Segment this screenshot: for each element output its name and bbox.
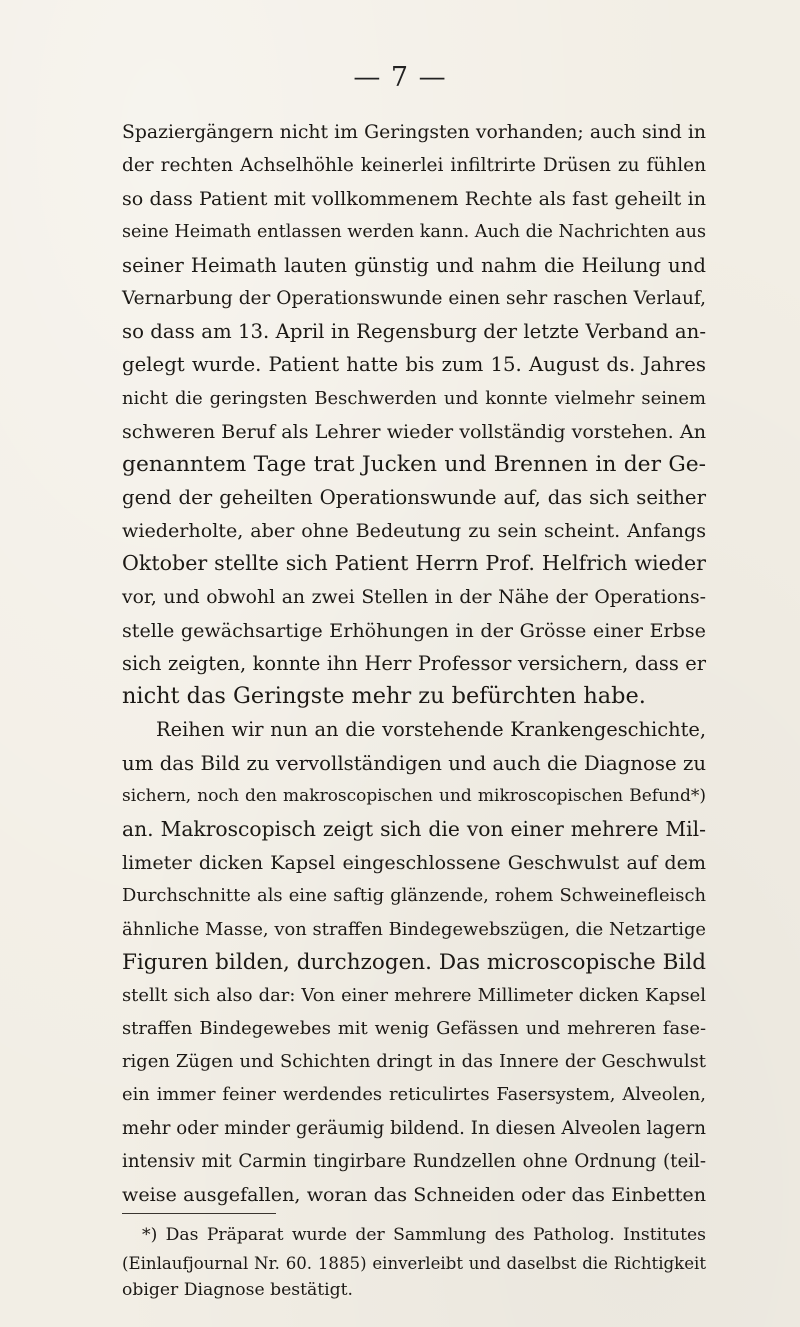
text-line: Figuren bilden, durchzogen. Das microscopische Bild: [122, 949, 706, 975]
text-line: Spaziergängern nicht im Geringsten vorhanden; auch sind in: [122, 122, 706, 143]
text-line: schweren Beruf als Lehrer wieder vollständig vorstehen. An: [122, 419, 706, 443]
text-line: intensiv mit Carmin tingirbare Rundzellen ohne Ordnung (teil-: [122, 1150, 706, 1172]
text-line: stelle gewächsartige Erhöhungen in der Grösse einer Erbse: [122, 618, 706, 642]
text-line: so dass am 13. April in Regensburg der letzte Verband an-: [122, 320, 706, 344]
text-line: sichern, noch den makroscopischen und mikroscopischen Befund*): [122, 785, 706, 806]
text-line: ein immer feiner werdendes reticulirtes Fasersystem, Alveolen,: [122, 1084, 706, 1106]
text-line: ähnliche Masse, von straffen Bindegewebszügen, die Netzartige: [122, 918, 706, 940]
text-line: um das Bild zu vervollständigen und auch die Diagnose zu: [122, 751, 706, 775]
text-line: Durchschnitte als eine saftig glänzende, rohem Schweinefleisch: [122, 885, 706, 907]
text-line: vor, und obwohl an zwei Stellen in der Nähe der Operations-: [122, 586, 706, 608]
text-line: Vernarbung der Operationswunde einen sehr raschen Verlauf,: [122, 287, 706, 309]
footnote-divider: [122, 1213, 276, 1214]
text-line: gend der geheilten Operationswunde auf, das sich seither: [122, 486, 706, 510]
footnote-line: (Einlaufjournal Nr. 60. 1885) einverleibt und daselbst die Richtigkeit: [122, 1253, 706, 1273]
text-line: stellt sich also dar: Von einer mehrere Millimeter dicken Kapsel: [122, 984, 706, 1006]
text-line: mehr oder minder geräumig bildend. In diesen Alveolen lagern: [122, 1117, 706, 1139]
text-line: nicht die geringsten Beschwerden und konnte vielmehr seinem: [122, 387, 706, 409]
body-text: [122, 116, 706, 1211]
text-line: weise ausgefallen, woran das Schneiden oder das Einbetten: [122, 1183, 706, 1206]
text-line: genanntem Tage trat Jucken und Brennen in der Ge-: [122, 451, 706, 477]
text-line: der rechten Achselhöhle keinerlei infiltrirte Drüsen zu fühlen: [122, 155, 706, 177]
text-line: wiederholte, aber ohne Bedeutung zu sein scheint. Anfangs: [122, 519, 706, 543]
text-line: sich zeigten, konnte ihn Herr Professor versichern, dass er: [122, 652, 706, 675]
text-line: limeter dicken Kapsel eingeschlossene Geschwulst auf dem: [122, 851, 706, 875]
text-line: seiner Heimath lauten günstig und nahm die Heilung und: [122, 253, 706, 277]
text-line: straffen Bindegewebes mit wenig Gefässen und mehreren fase-: [122, 1018, 706, 1040]
footnote: [122, 1222, 706, 1305]
text-line: so dass Patient mit vollkommenem Rechte als fast geheilt in: [122, 187, 706, 211]
text-line: nicht das Geringste mehr zu befürchten habe.: [122, 683, 646, 710]
footnote-line: *) Das Präparat wurde der Sammlung des Patholog. Institutes: [142, 1225, 706, 1245]
text-line: an. Makroscopisch zeigt sich die von einer mehrere Mil-: [122, 816, 706, 841]
text-line: rigen Zügen und Schichten dringt in das Innere der Geschwulst: [122, 1051, 706, 1073]
page-number: — 7 —: [353, 62, 447, 93]
text-line: Oktober stellte sich Patient Herrn Prof. Helfrich wieder: [122, 551, 706, 576]
footnote-line: obiger Diagnose bestätigt.: [122, 1280, 354, 1300]
text-line: Reihen wir nun an die vorstehende Krankengeschichte,: [156, 718, 706, 742]
text-line: seine Heimath entlassen werden kann. Auch die Nachrichten aus: [122, 221, 707, 242]
text-line: gelegt wurde. Patient hatte bis zum 15. August ds. Jahres: [122, 353, 706, 377]
